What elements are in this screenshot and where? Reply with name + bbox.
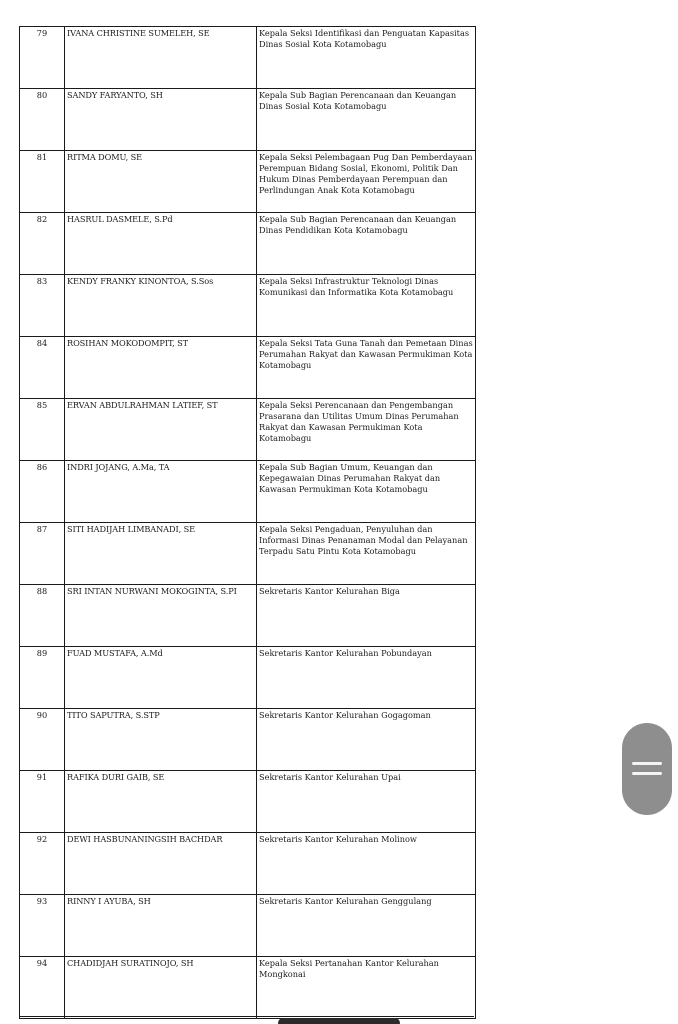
row-number: 81: [20, 151, 65, 213]
table-row: [20, 895, 476, 957]
row-number: 83: [20, 275, 65, 337]
table-bottom-border: [19, 1016, 474, 1017]
row-number: 88: [20, 585, 65, 647]
table-row: [20, 585, 476, 647]
home-indicator[interactable]: [278, 1018, 400, 1024]
employee-name: TITO SAPUTRA, S.STP: [65, 709, 257, 771]
drag-lines-icon-lower: [632, 772, 662, 775]
table-row: [20, 213, 476, 275]
table-row: [20, 275, 476, 337]
row-number: 80: [20, 89, 65, 151]
drag-lines-icon: [632, 762, 662, 765]
table-row: [20, 771, 476, 833]
table-row: [20, 89, 476, 151]
employee-name: FUAD MUSTAFA, A.Md: [65, 647, 257, 709]
table-row: [20, 461, 476, 523]
table-row: [20, 833, 476, 895]
employee-name: INDRI JOJANG, A.Ma, TA: [65, 461, 257, 523]
employee-position: Sekretaris Kantor Kelurahan Gogagoman: [257, 709, 476, 771]
employee-name: HASRUL DASMELE, S.Pd: [65, 213, 257, 275]
table-row: [20, 647, 476, 709]
table-row: [20, 27, 476, 89]
row-number: 94: [20, 957, 65, 1019]
employee-position: Kepala Seksi Tata Guna Tanah dan Pemetaan Dinas Perumahan Rakyat dan Kawasan Permukiman Kota Kotamobagu: [257, 337, 476, 399]
row-number: 90: [20, 709, 65, 771]
employee-name: CHADIDJAH SURATINOJO, SH: [65, 957, 257, 1019]
row-number: 87: [20, 523, 65, 585]
employee-name: IVANA CHRISTINE SUMELEH, SE: [65, 27, 257, 89]
table-row: [20, 523, 476, 585]
employee-position: Sekretaris Kantor Kelurahan Genggulang: [257, 895, 476, 957]
employee-name: SRI INTAN NURWANI MOKOGINTA, S.PI: [65, 585, 257, 647]
fast-scroll-handle[interactable]: [622, 723, 672, 815]
employee-position: Kepala Seksi Identifikasi dan Penguatan Kapasitas Dinas Sosial Kota Kotamobagu: [257, 27, 476, 89]
employee-position: Kepala Sub Bagian Perencanaan dan Keuangan Dinas Sosial Kota Kotamobagu: [257, 89, 476, 151]
employee-name: ROSIHAN MOKODOMPIT, ST: [65, 337, 257, 399]
employee-position: Kepala Seksi Pengaduan, Penyuluhan dan Informasi Dinas Penanaman Modal dan Pelayanan Terpadu Satu Pintu Kota Kotamobagu: [257, 523, 476, 585]
row-number: 79: [20, 27, 65, 89]
table-row: [20, 151, 476, 213]
employee-name: RITMA DOMU, SE: [65, 151, 257, 213]
row-number: 91: [20, 771, 65, 833]
table-row: [20, 709, 476, 771]
table-row: [20, 399, 476, 461]
row-number: 84: [20, 337, 65, 399]
employee-position: Kepala Seksi Pertanahan Kantor Kelurahan Mongkonai: [257, 957, 476, 1019]
employee-name: ERVAN ABDULRAHMAN LATIEF, ST: [65, 399, 257, 461]
row-number: 82: [20, 213, 65, 275]
employee-name: SANDY FARYANTO, SH: [65, 89, 257, 151]
employee-position: Sekretaris Kantor Kelurahan Upai: [257, 771, 476, 833]
row-number: 85: [20, 399, 65, 461]
employee-table: [19, 26, 476, 1019]
employee-position: Kepala Seksi Pelembagaan Pug Dan Pemberdayaan Perempuan Bidang Sosial, Ekonomi, Politik Dan Hukum Dinas Pemberdayaan Perempuan dan Perlindungan Anak Kota Kotamobagu: [257, 151, 476, 213]
employee-name: DEWI HASBUNANINGSIH BACHDAR: [65, 833, 257, 895]
employee-name: RAFIKA DURI GAIB, SE: [65, 771, 257, 833]
employee-position: Sekretaris Kantor Kelurahan Biga: [257, 585, 476, 647]
employee-position: Kepala Sub Bagian Perencanaan dan Keuangan Dinas Pendidikan Kota Kotamobagu: [257, 213, 476, 275]
row-number: 86: [20, 461, 65, 523]
table-row: [20, 957, 476, 1019]
row-number: 92: [20, 833, 65, 895]
table-row: [20, 337, 476, 399]
row-number: 93: [20, 895, 65, 957]
employee-position: Sekretaris Kantor Kelurahan Molinow: [257, 833, 476, 895]
row-number: 89: [20, 647, 65, 709]
employee-position: Sekretaris Kantor Kelurahan Pobundayan: [257, 647, 476, 709]
employee-name: SITI HADIJAH LIMBANADI, SE: [65, 523, 257, 585]
employee-position: Kepala Seksi Infrastruktur Teknologi Dinas Komunikasi dan Informatika Kota Kotamobagu: [257, 275, 476, 337]
table-body: [20, 27, 476, 1019]
employee-position: Kepala Sub Bagian Umum, Keuangan dan Kepegawaian Dinas Perumahan Rakyat dan Kawasan Permukiman Kota Kotamobagu: [257, 461, 476, 523]
employee-position: Kepala Seksi Perencanaan dan Pengembangan Prasarana dan Utilitas Umum Dinas Perumahan Rakyat dan Kawasan Permukiman Kota Kotamobagu: [257, 399, 476, 461]
employee-name: KENDY FRANKY KINONTOA, S.Sos: [65, 275, 257, 337]
employee-name: RINNY I AYUBA, SH: [65, 895, 257, 957]
